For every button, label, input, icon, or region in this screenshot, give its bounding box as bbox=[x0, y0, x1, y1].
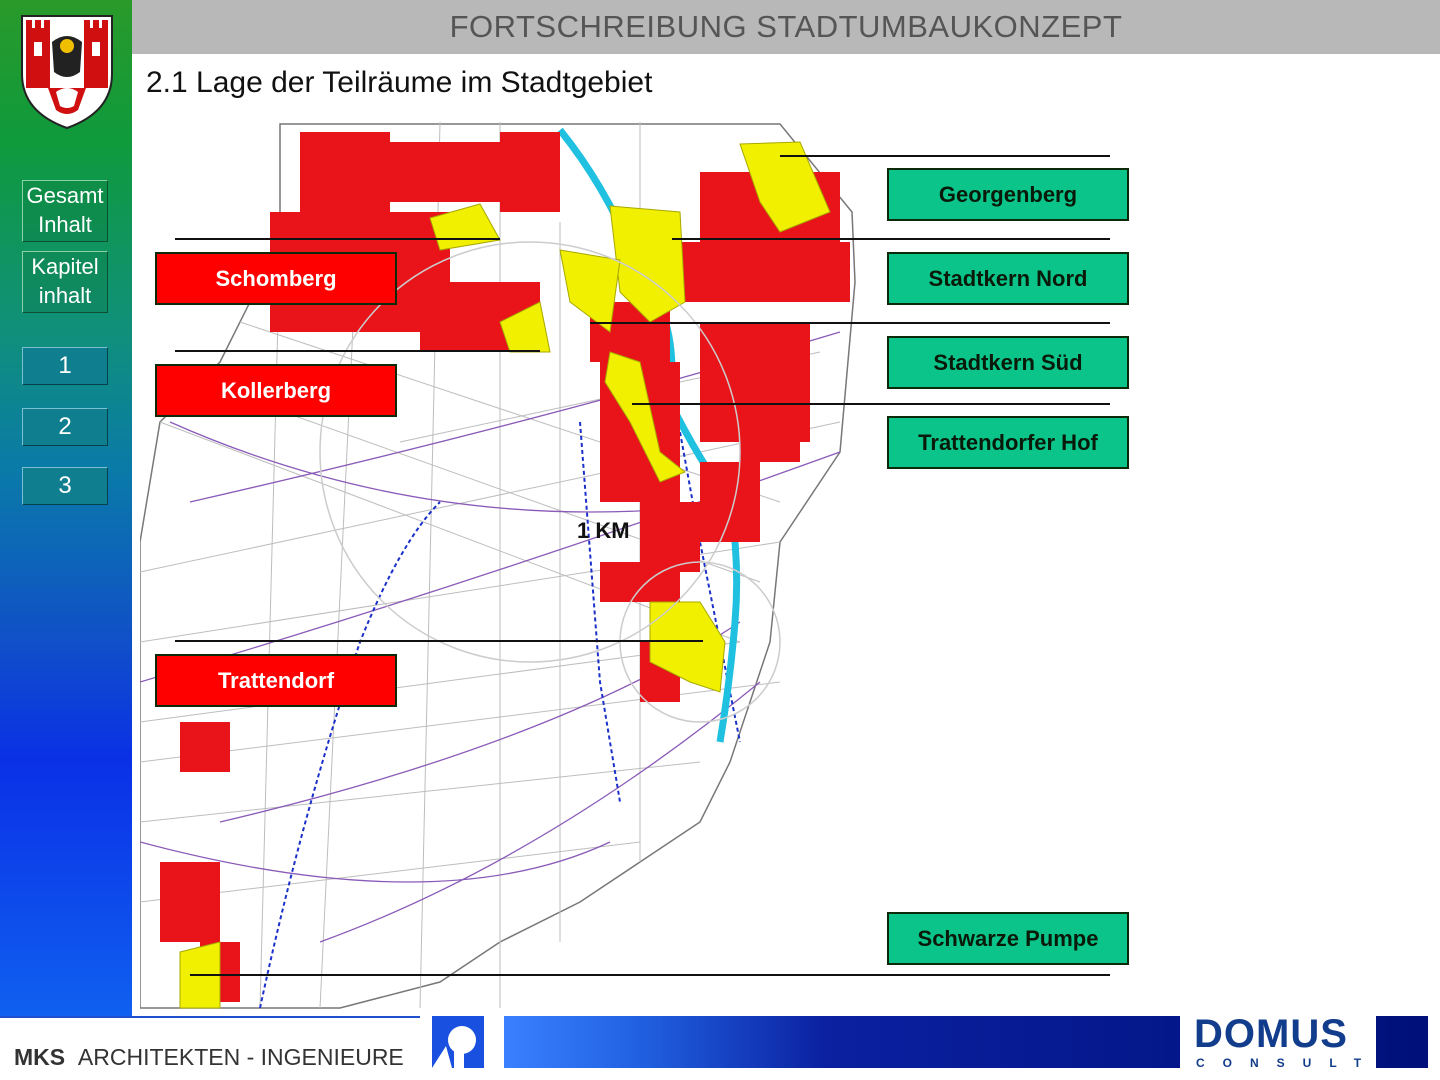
leader-line-stadtkern-sued bbox=[590, 322, 1110, 324]
chapter-button-3[interactable]: 3 bbox=[22, 467, 108, 505]
leader-line-kollerberg bbox=[175, 350, 540, 352]
sidebar bbox=[0, 0, 132, 1018]
area-label-stadtkern-sued[interactable]: Stadtkern Süd bbox=[887, 336, 1129, 389]
scale-label: 1 KM bbox=[577, 518, 630, 543]
chapter-button-2[interactable]: 2 bbox=[22, 408, 108, 446]
header-bar bbox=[132, 0, 1440, 54]
area-label-schomberg[interactable]: Schomberg bbox=[155, 252, 397, 305]
area-label-georgenberg[interactable]: Georgenberg bbox=[887, 168, 1129, 221]
area-label-trattendorf[interactable]: Trattendorf bbox=[155, 654, 397, 707]
footer-company-bold: MKS bbox=[14, 1044, 66, 1070]
domus-logo-word: DOMUS bbox=[1194, 1012, 1348, 1056]
area-label-kollerberg[interactable]: Kollerberg bbox=[155, 364, 397, 417]
mks-logo-icon bbox=[432, 1016, 484, 1068]
chapter-button-1[interactable]: 1 bbox=[22, 347, 108, 385]
city-crest-icon bbox=[18, 12, 116, 130]
area-label-stadtkern-nord[interactable]: Stadtkern Nord bbox=[887, 252, 1129, 305]
footer-divider bbox=[0, 1016, 420, 1018]
footer-company bbox=[14, 1044, 404, 1071]
header-title: FORTSCHREIBUNG STADTUMBAUKONZEPT bbox=[449, 9, 1123, 44]
domus-consult-logo bbox=[1180, 1008, 1380, 1074]
leader-line-georgenberg bbox=[780, 155, 1110, 157]
domus-logo-sub: CONSULT bbox=[1196, 1056, 1380, 1070]
slide-title: 2.1 Lage der Teilräume im Stadtgebiet bbox=[146, 66, 653, 99]
nav-button-line: Gesamt bbox=[26, 183, 104, 208]
leader-line-stadtkern-nord bbox=[672, 238, 1110, 240]
nav-button-line: Inhalt bbox=[38, 212, 92, 237]
nav-button-line: Kapitel bbox=[31, 254, 99, 279]
area-label-trattendorfer-hof[interactable]: Trattendorfer Hof bbox=[887, 416, 1129, 469]
nav-button-kapitel-inhalt[interactable] bbox=[22, 251, 108, 313]
area-label-schwarze-pumpe[interactable]: Schwarze Pumpe bbox=[887, 912, 1129, 965]
leader-line-schomberg bbox=[175, 238, 500, 240]
leader-line-trattendorf bbox=[175, 640, 703, 642]
nav-button-gesamt-inhalt[interactable] bbox=[22, 180, 108, 242]
nav-button-line: inhalt bbox=[38, 283, 92, 308]
leader-line-trattendorfer-hof bbox=[632, 403, 1110, 405]
leader-line-schwarze-pumpe bbox=[190, 974, 1110, 976]
footer-company-rest: ARCHITEKTEN - INGENIEURE bbox=[77, 1044, 404, 1070]
